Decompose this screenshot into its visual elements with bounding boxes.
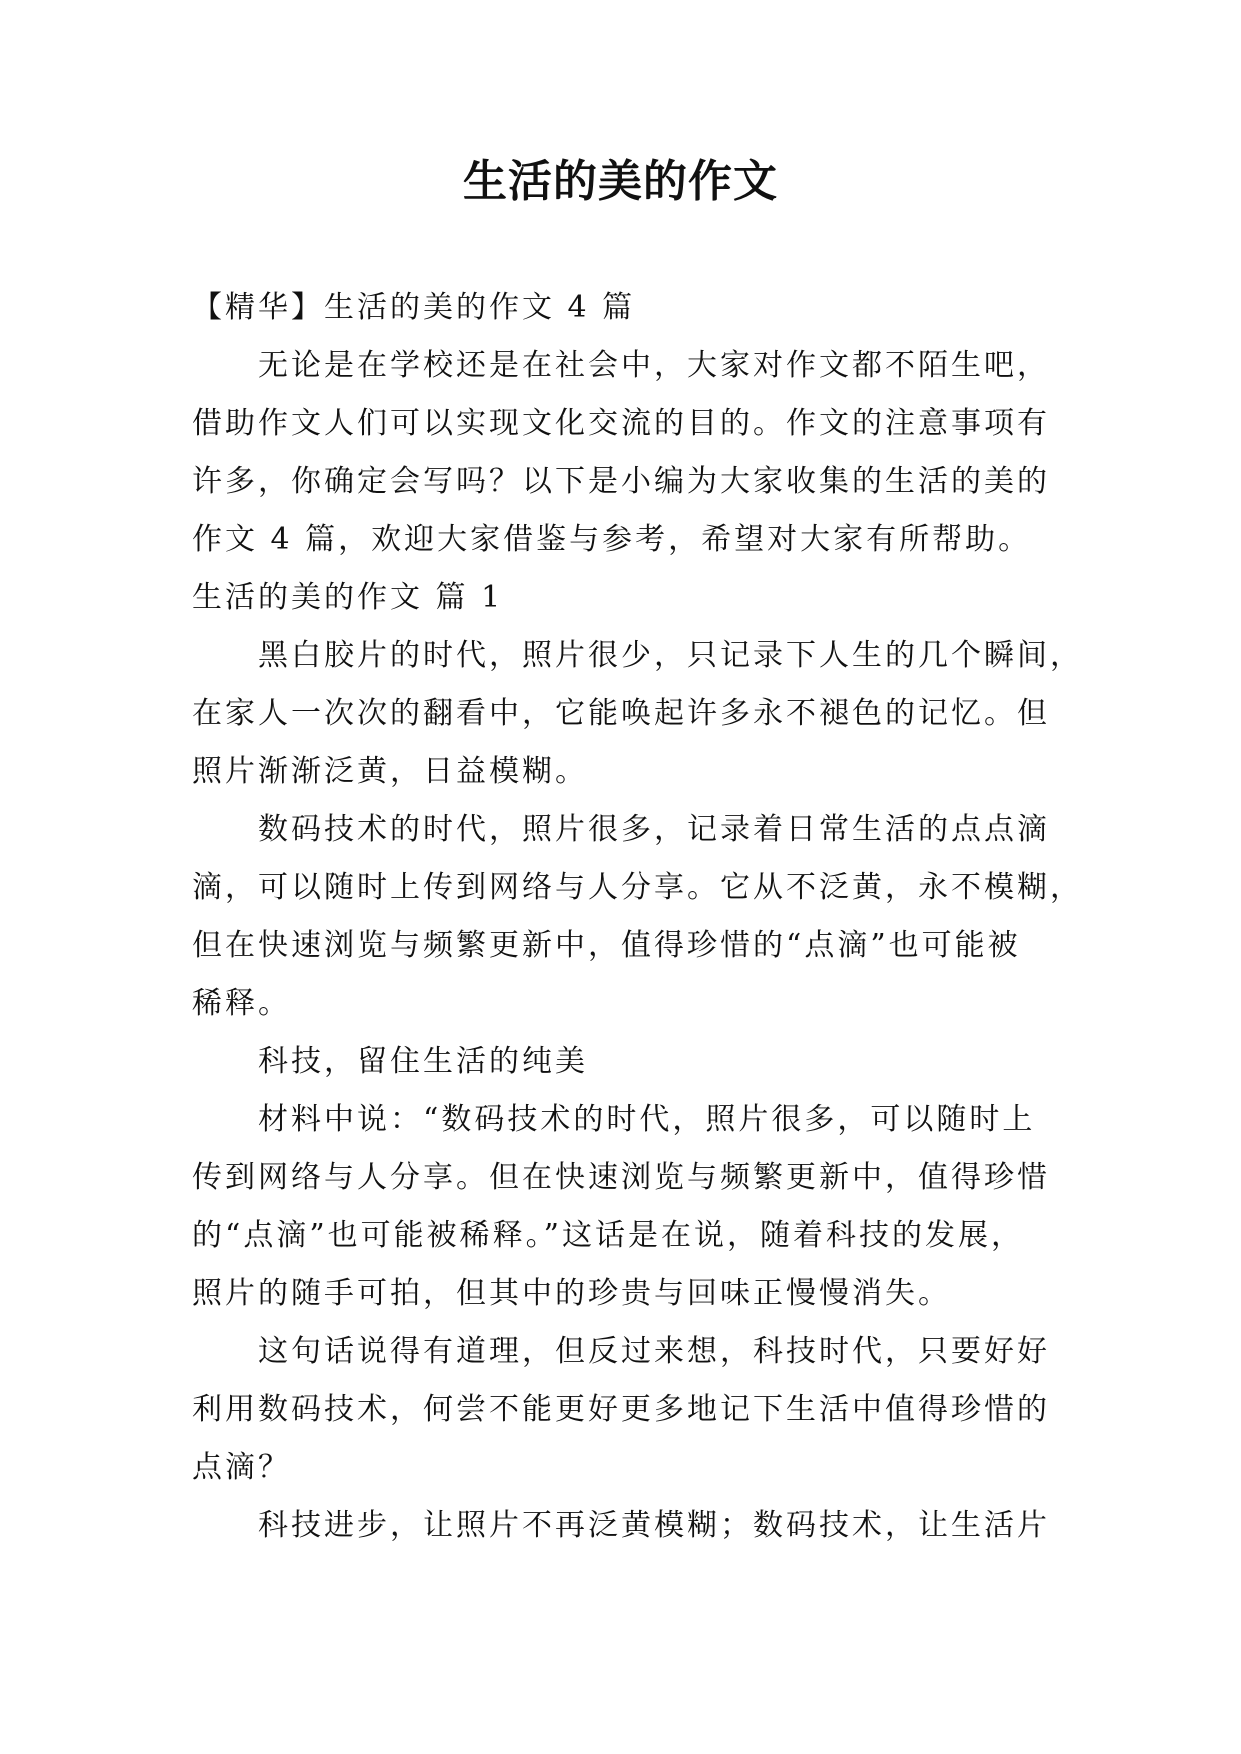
body-line: 借助作文人们可以实现文化交流的目的。作文的注意事项有 — [192, 406, 1050, 441]
body-line: 这句话说得有道理，但反过来想，科技时代，只要好好 — [258, 1334, 1050, 1369]
body-line: 无论是在学校还是在社会中，大家对作文都不陌生吧， — [258, 348, 1050, 383]
body-line: 传到网络与人分享。但在快速浏览与频繁更新中，值得珍惜 — [192, 1160, 1050, 1195]
body-line: 滴，可以随时上传到网络与人分享。它从不泛黄，永不模糊， — [192, 870, 1083, 905]
body-line: 作文 4 篇，欢迎大家借鉴与参考，希望对大家有所帮助。 — [192, 522, 1032, 557]
body-line: 稀释。 — [192, 986, 291, 1021]
essay-title-line: 科技，留住生活的纯美 — [258, 1044, 588, 1079]
document-title: 生活的美的作文 — [463, 156, 778, 207]
body-line: 的“点滴”也可能被稀释。”这话是在说，随着科技的发展， — [192, 1218, 1025, 1253]
body-line: 照片渐渐泛黄，日益模糊。 — [192, 754, 588, 789]
body-line: 但在快速浏览与频繁更新中，值得珍惜的“点滴”也可能被 — [192, 928, 1021, 963]
body-line: 科技进步，让照片不再泛黄模糊；数码技术，让生活片 — [258, 1508, 1050, 1543]
section-heading: 生活的美的作文 篇 1 — [192, 580, 504, 615]
body-line: 黑白胶片的时代，照片很少，只记录下人生的几个瞬间， — [258, 638, 1083, 673]
body-line: 材料中说：“数码技术的时代，照片很多，可以随时上 — [258, 1102, 1036, 1137]
subtitle-line: 【精华】生活的美的作文 4 篇 — [192, 290, 636, 325]
body-line: 在家人一次次的翻看中，它能唤起许多永不褪色的记忆。但 — [192, 696, 1050, 731]
body-line: 利用数码技术，何尝不能更好更多地记下生活中值得珍惜的 — [192, 1392, 1050, 1427]
body-line: 数码技术的时代，照片很多，记录着日常生活的点点滴 — [258, 812, 1050, 847]
body-line: 许多，你确定会写吗？以下是小编为大家收集的生活的美的 — [192, 464, 1050, 499]
body-line: 照片的随手可拍，但其中的珍贵与回味正慢慢消失。 — [192, 1276, 951, 1311]
body-line: 点滴？ — [192, 1450, 291, 1485]
